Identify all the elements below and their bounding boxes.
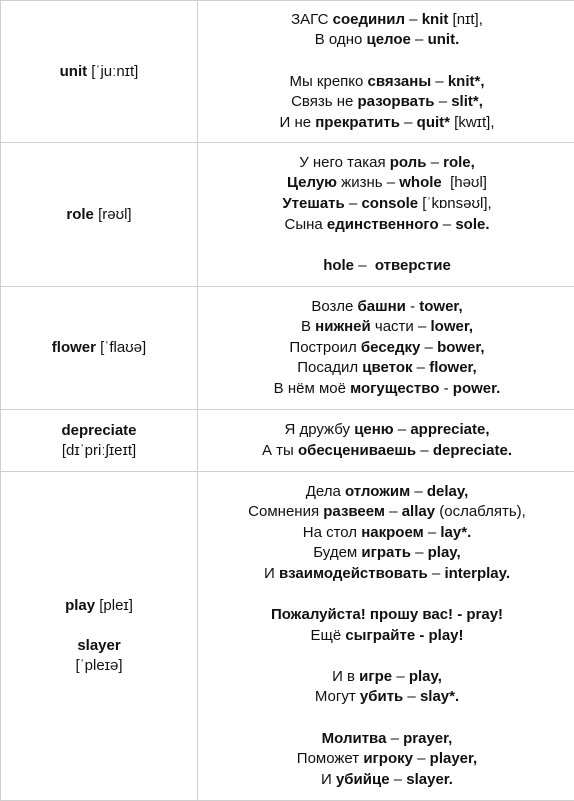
verse-line [198, 194, 574, 215]
blank-line [198, 235, 574, 256]
bold-text: whole [399, 174, 442, 191]
verse-line [198, 626, 574, 647]
bold-text: play, [428, 544, 461, 561]
text: – [392, 668, 409, 685]
word-cell [1, 472, 198, 801]
bold-text: единственного [327, 216, 439, 233]
word-line [1, 62, 197, 82]
text: – [345, 195, 362, 212]
bold-text: разорвать [358, 93, 435, 110]
bold-text: цветок [362, 359, 412, 376]
bold-text: отверстие [375, 257, 451, 274]
bold-text: Пожалуйста! прошу вас! - pray! [271, 606, 503, 623]
bold-text: Молитва [322, 730, 387, 747]
verse-line [198, 441, 574, 462]
text: [nɪt], [448, 11, 483, 28]
word-line [1, 338, 197, 358]
bold-text: prayer, [403, 730, 452, 747]
text: – [420, 339, 437, 356]
bold-text: slit*, [451, 93, 483, 110]
verse-line [198, 113, 574, 134]
text: ЗАГС [291, 11, 333, 28]
verse-line [198, 379, 574, 400]
text: Посадил [297, 359, 362, 376]
verse-line [198, 667, 574, 688]
text: Возле [311, 298, 357, 315]
blank-line [198, 585, 574, 606]
text: – [410, 483, 427, 500]
text: – [428, 565, 445, 582]
text: И в [332, 668, 359, 685]
bold-text: отложим [345, 483, 410, 500]
bold-text: Целую [287, 174, 337, 191]
blank-line [198, 708, 574, 729]
verse-line [198, 297, 574, 318]
text: На стол [303, 524, 361, 541]
vocabulary-row [1, 1, 574, 143]
bold-text: tower, [419, 298, 462, 315]
verse-line [198, 543, 574, 564]
text: – [411, 31, 428, 48]
text: – [424, 524, 441, 541]
bold-text: связаны [368, 73, 432, 90]
text: Я дружбу [284, 421, 354, 438]
text: – [413, 359, 430, 376]
text: – [439, 216, 456, 233]
word-line [1, 421, 197, 441]
bold-text: прекратить [315, 114, 400, 131]
bold-text: appreciate, [410, 421, 489, 438]
word-cell [1, 410, 198, 472]
verse-line [198, 256, 574, 277]
vocabulary-row [1, 410, 574, 472]
text: - [406, 298, 419, 315]
text: [ˈjuːnɪt] [87, 63, 138, 80]
vocabulary-row [1, 143, 574, 287]
bold-text: убить [360, 688, 403, 705]
vocabulary-row [1, 472, 574, 801]
blank-line [198, 646, 574, 667]
text: – [431, 73, 448, 90]
bold-text: play [65, 597, 95, 614]
verse-cell [198, 472, 574, 801]
text: Сомнения [248, 503, 323, 520]
bold-text: unit [60, 63, 88, 80]
text: В одно [315, 31, 367, 48]
bold-text: depreciate. [433, 442, 512, 459]
verse-cell [198, 143, 574, 287]
word-line [1, 656, 197, 676]
verse-cell [198, 287, 574, 410]
text: (ослаблять), [435, 503, 526, 520]
bold-text: игроку [363, 750, 413, 767]
verse-line [198, 770, 574, 791]
bold-text: interplay. [444, 565, 510, 582]
bold-text: lower, [430, 318, 473, 335]
text: – [405, 11, 422, 28]
bold-text: slayer [77, 637, 120, 654]
bold-text: игре [359, 668, 392, 685]
text: [ˈflaʊə] [96, 339, 146, 356]
verse-line [198, 749, 574, 770]
blank-line [198, 51, 574, 72]
text: [kwɪt], [450, 114, 495, 131]
bold-text: беседку [361, 339, 420, 356]
verse-line [198, 72, 574, 93]
text: Дела [306, 483, 345, 500]
verse-line [198, 358, 574, 379]
bold-text: Утешать [282, 195, 344, 212]
bold-text: console [361, 195, 418, 212]
verse-line [198, 153, 574, 174]
bold-text: knit [422, 11, 449, 28]
text: – [413, 750, 430, 767]
bold-text: allay [402, 503, 435, 520]
verse-line [198, 92, 574, 113]
text: В нём моё [274, 380, 350, 397]
bold-text: целое [366, 31, 410, 48]
vocabulary-table-body [1, 1, 574, 801]
text: И [264, 565, 279, 582]
verse-cell [198, 410, 574, 472]
verse-line [198, 30, 574, 51]
text: – [394, 421, 411, 438]
verse-line [198, 564, 574, 585]
bold-text: сыграйте - play! [345, 627, 463, 644]
bold-text: knit*, [448, 73, 485, 90]
word-line [1, 596, 197, 616]
verse-line [198, 10, 574, 31]
verse-line [198, 729, 574, 750]
text: части – [371, 318, 431, 335]
verse-cell [198, 1, 574, 143]
word-line [1, 441, 197, 461]
bold-text: соединил [333, 11, 405, 28]
text: [pleɪ] [95, 597, 133, 614]
verse-line [198, 502, 574, 523]
bold-text: lay*. [440, 524, 471, 541]
text: Связь не [291, 93, 357, 110]
text: - [439, 380, 452, 397]
text: Сына [285, 216, 327, 233]
text: – [385, 503, 402, 520]
text: В [301, 318, 315, 335]
text: Могут [315, 688, 360, 705]
bold-text: развеем [323, 503, 385, 520]
bold-text: могущество [350, 380, 439, 397]
bold-text: slay*. [420, 688, 459, 705]
bold-text: убийце [336, 771, 390, 788]
text: Мы крепко [289, 73, 367, 90]
bold-text: hole [323, 257, 354, 274]
text: [ˈkɒnsəʊl], [418, 195, 492, 212]
bold-text: bower, [437, 339, 485, 356]
bold-text: нижней [315, 318, 371, 335]
bold-text: delay, [427, 483, 468, 500]
text: – [390, 771, 407, 788]
verse-line [198, 420, 574, 441]
verse-line [198, 317, 574, 338]
word-line [1, 205, 197, 225]
bold-text: power. [453, 380, 501, 397]
text: – [435, 93, 452, 110]
verse-line [198, 338, 574, 359]
word-cell [1, 143, 198, 287]
bold-text: role [66, 206, 94, 223]
vocabulary-row [1, 287, 574, 410]
word-line [1, 636, 197, 656]
verse-line [198, 687, 574, 708]
text: – [403, 688, 420, 705]
bold-text: depreciate [61, 422, 136, 439]
text: – [416, 442, 433, 459]
text: [dɪˈpriːʃɪeɪt] [62, 442, 136, 459]
text: [həʊl] [442, 174, 487, 191]
bold-text: flower, [429, 359, 477, 376]
text: У него такая [299, 154, 390, 171]
bold-text: башни [358, 298, 406, 315]
verse-line [198, 605, 574, 626]
word-cell [1, 287, 198, 410]
text: А ты [262, 442, 298, 459]
bold-text: накроем [361, 524, 423, 541]
text: [rəʊl] [94, 206, 132, 223]
bold-text: sole. [455, 216, 489, 233]
verse-line [198, 173, 574, 194]
bold-text: quit* [417, 114, 450, 131]
text: – [411, 544, 428, 561]
bold-text: flower [52, 339, 96, 356]
verse-line [198, 523, 574, 544]
bold-text: обесцениваешь [298, 442, 416, 459]
text: – [354, 257, 375, 274]
bold-text: play, [409, 668, 442, 685]
text: Построил [289, 339, 360, 356]
text: жизнь – [337, 174, 399, 191]
bold-text: slayer. [406, 771, 453, 788]
bold-text: взаимодействовать [279, 565, 428, 582]
text: И [321, 771, 336, 788]
bold-text: role, [443, 154, 475, 171]
text: – [386, 730, 403, 747]
verse-line [198, 482, 574, 503]
bold-text: unit. [428, 31, 460, 48]
text: Ещё [310, 627, 345, 644]
bold-text: роль [390, 154, 427, 171]
text: Поможет [297, 750, 364, 767]
bold-text: ценю [354, 421, 393, 438]
text: Будем [313, 544, 361, 561]
bold-text: играть [361, 544, 411, 561]
word-cell [1, 1, 198, 143]
blank-line [1, 616, 197, 637]
verse-line [198, 215, 574, 236]
text: – [400, 114, 417, 131]
bold-text: player, [430, 750, 478, 767]
text: И не [280, 114, 316, 131]
text: [ˈpleɪə] [75, 657, 122, 674]
text: – [426, 154, 443, 171]
